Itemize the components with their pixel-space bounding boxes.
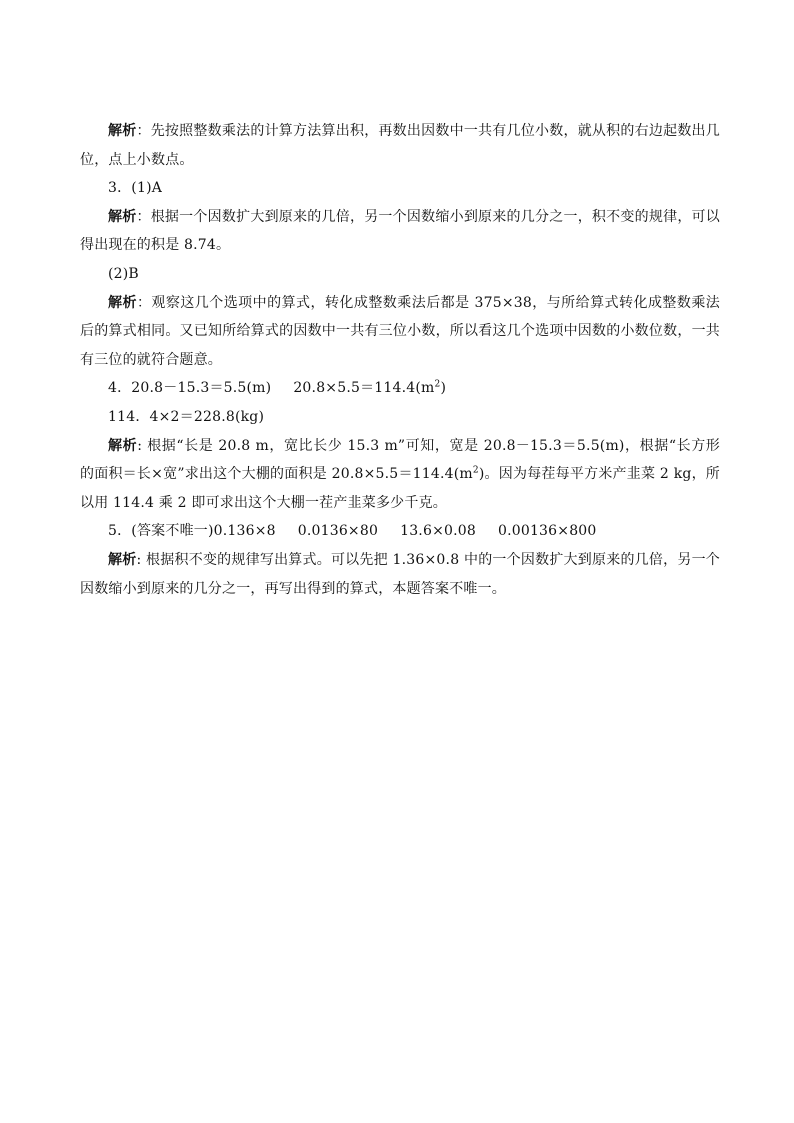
- answer-text: (2)B: [108, 265, 139, 282]
- analysis-text-1: : 根据“长是 20.8 m，宽比长少 15.3 m”可知，宽是 20.8－15.3＝5.5(m)，根据“长方形的面积＝长×宽”求出这个大棚的面积是 20.8×5.5＝114.4(m: [80, 437, 720, 483]
- analysis-paragraph-1: [80, 117, 720, 174]
- analysis-paragraph-4: [80, 432, 720, 518]
- answer-item-2: 0.0136×80: [297, 523, 379, 540]
- answer-content: [80, 117, 720, 603]
- answer-formula-1: 4．20.8－15.3＝5.5(m): [108, 380, 272, 397]
- answer-3-1: [80, 174, 720, 203]
- answer-item-4: 0.00136×800: [497, 523, 597, 540]
- analysis-label: 解析: [108, 123, 137, 139]
- answer-formula-2-end: ): [440, 380, 447, 397]
- answer-5: [80, 517, 720, 546]
- superscript: 2: [434, 379, 441, 390]
- analysis-paragraph-3-2: [80, 289, 720, 375]
- answer-formula-2: 20.8×5.5＝114.4(m: [293, 380, 435, 397]
- superscript: 2: [472, 465, 479, 476]
- answer-4-line-2: [80, 403, 720, 432]
- answer-4-line-1: [80, 374, 720, 403]
- analysis-text-2: )。因为每茬每平方米产韭菜 2 kg，所以用 114.4 乘 2 即可求出这个大棚一茬产韭菜多少千克。: [80, 466, 720, 511]
- answer-3-2: [80, 260, 720, 289]
- answer-item-3: 13.6×0.08: [400, 523, 476, 540]
- answer-text: 3．(1)A: [108, 180, 163, 197]
- analysis-paragraph-5: [80, 546, 720, 603]
- analysis-text: : 根据积不变的规律写出算式。可以先把 1.36×0.8 中的一个因数扩大到原来的几倍，另一个因数缩小到原来的几分之一，再写出得到的算式，本题答案不唯一。: [80, 551, 720, 597]
- analysis-label: 解析: [108, 208, 137, 225]
- analysis-text: ：先按照整数乘法的计算方法算出积，再数出因数中一共有几位小数，就从积的右边起数出几位，点上小数点。: [80, 123, 720, 168]
- analysis-label: 解析: [108, 294, 137, 311]
- analysis-paragraph-3-1: [80, 203, 720, 260]
- analysis-text: ：根据一个因数扩大到原来的几倍，另一个因数缩小到原来的几分之一，积不变的规律，可以得出现在的积是 8.74。: [80, 208, 720, 254]
- analysis-text: ：观察这几个选项中的算式，转化成整数乘法后都是 375×38，与所给算式转化成整数乘法后的算式相同。又已知所给算式的因数中一共有三位小数，所以看这几个选项中因数的小数位数，一共有三位的就符合题意。: [80, 294, 720, 368]
- answer-lead: 5．(答案不唯一)0.136×8: [108, 523, 276, 540]
- analysis-label: 解析: [108, 551, 137, 568]
- answer-text: 114．4×2＝228.8(kg): [108, 408, 265, 425]
- analysis-label: 解析: [108, 437, 138, 454]
